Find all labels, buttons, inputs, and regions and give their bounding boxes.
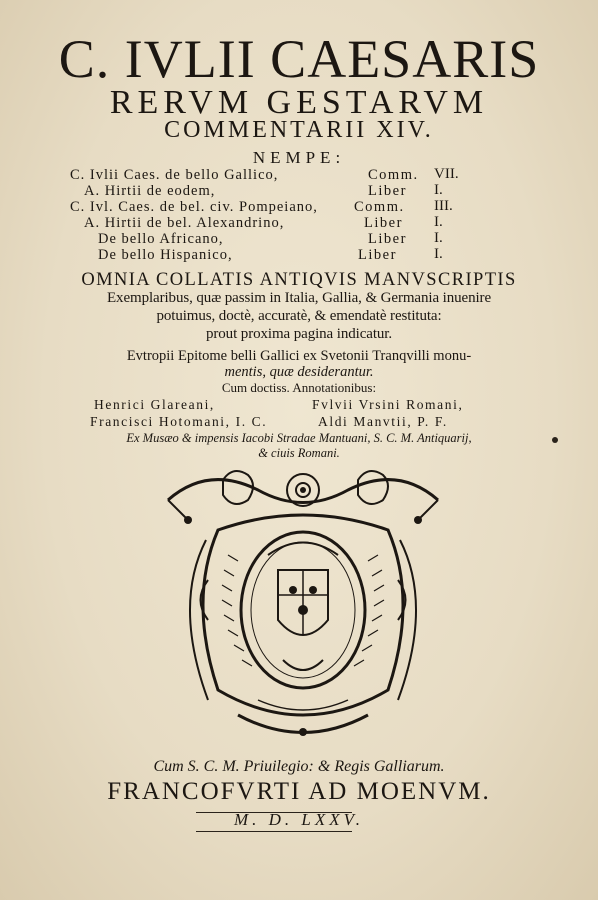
title-author: C. IVLII CAESARIS — [58, 29, 540, 89]
body-line: Exemplaribus, quæ passim in Italia, Gallia, & Germania inuenire — [106, 290, 491, 306]
publication-date: M. D. LXXV. — [233, 810, 365, 829]
title-commentarii: COMMENTARII XIV. — [164, 117, 434, 143]
place-of-publication: FRANCOFVRTI AD MOENVM. — [107, 778, 491, 805]
work-kind: Comm. — [368, 167, 419, 183]
work-kind: Comm. — [354, 199, 405, 215]
omnia-heading: OMNIA COLLATIS ANTIQVIS MANVSCRIPTIS — [81, 270, 517, 290]
work-title: De bello Hispanico, — [98, 247, 233, 263]
printers-device-emblem — [148, 460, 458, 750]
body-line: potuimus, doctè, accuratè, & emendatè restituta: — [156, 308, 442, 324]
eutropius-line: Evtropii Epitome belli Gallici ex Svetonii Tranqvilli monu- — [126, 348, 472, 364]
work-title: A. Hirtii de eodem, — [84, 183, 216, 199]
annotator-name: Fvlvii Vrsini Romani, — [312, 397, 464, 412]
work-title: A. Hirtii de bel. Alexandrino, — [84, 215, 285, 231]
title-rerum-gestarum: RERVM GESTARVM — [109, 84, 489, 121]
work-kind: Liber — [364, 215, 403, 231]
annotator-name: Aldi Manvtii, P. F. — [318, 414, 448, 429]
work-count: I. — [434, 230, 443, 246]
work-title: C. Ivl. Caes. de bel. civ. Pompeiano, — [70, 199, 318, 215]
work-title: De bello Africano, — [98, 231, 224, 247]
imprint-line: Ex Musæo & impensis Iacobi Stradae Mantuani, S. C. M. Antiquarij, — [126, 431, 472, 445]
work-kind: Liber — [368, 183, 407, 199]
annotator-name: Francisci Hotomani, I. C. — [90, 414, 268, 429]
title-nempe: NEMPE: — [252, 148, 346, 167]
ink-spot — [552, 437, 558, 443]
work-count: VII. — [434, 166, 459, 182]
work-count: I. — [434, 214, 443, 230]
body-line: prout proxima pagina indicatur. — [205, 326, 393, 342]
work-count: I. — [434, 246, 443, 262]
work-count: I. — [434, 182, 443, 198]
eutropius-line: mentis, quæ desiderantur. — [224, 364, 374, 380]
annotations-heading: Cum doctiss. Annotationibus: — [221, 380, 377, 395]
date-rule-bottom — [196, 831, 352, 832]
annotator-name: Henrici Glareani, — [94, 397, 215, 412]
work-count: III. — [434, 198, 453, 214]
work-kind: Liber — [358, 247, 397, 263]
imprint-line: & ciuis Romani. — [258, 446, 340, 460]
privilege-line: Cum S. C. M. Priuilegio: & Regis Galliarum. — [153, 758, 445, 775]
work-title: C. Ivlii Caes. de bello Gallico, — [70, 167, 279, 183]
work-kind: Liber — [368, 231, 407, 247]
